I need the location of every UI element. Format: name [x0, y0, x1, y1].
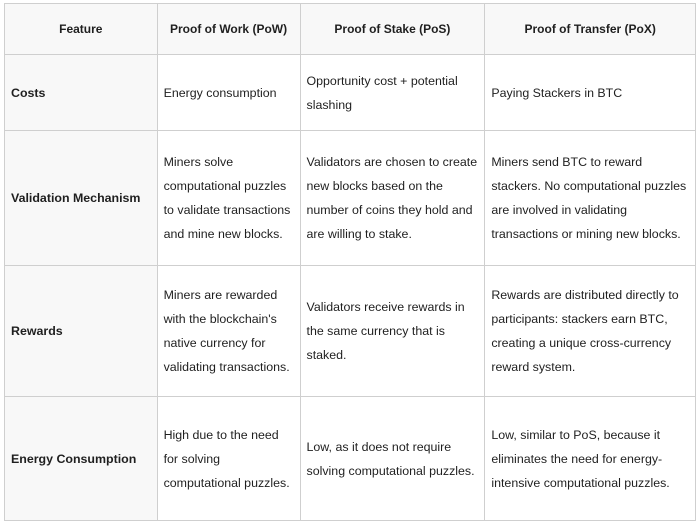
header-pox: Proof of Transfer (PoX) — [485, 4, 696, 55]
header-pow: Proof of Work (PoW) — [157, 4, 300, 55]
consensus-comparison-table — [4, 3, 696, 521]
pow-cell: Miners solve computational puzzles to validate transactions and mine new blocks. — [157, 131, 300, 266]
feature-cell: Validation Mechanism — [5, 131, 158, 266]
pox-cell: Rewards are distributed directly to participants: stackers earn BTC, creating a unique cross-currency reward system. — [485, 266, 696, 397]
feature-cell: Costs — [5, 55, 158, 131]
header-pos: Proof of Stake (PoS) — [300, 4, 485, 55]
pow-cell: Miners are rewarded with the blockchain's native currency for validating transactions. — [157, 266, 300, 397]
pos-cell: Validators receive rewards in the same currency that is staked. — [300, 266, 485, 397]
pow-cell: Energy consumption — [157, 55, 300, 131]
feature-cell: Rewards — [5, 266, 158, 397]
table-row — [5, 266, 696, 397]
pox-cell: Low, similar to PoS, because it eliminates the need for energy-intensive computational puzzles. — [485, 397, 696, 521]
pox-cell: Miners send BTC to reward stackers. No computational puzzles are involved in validating transactions or mining new blocks. — [485, 131, 696, 266]
table-header-row — [5, 4, 696, 55]
table-row — [5, 131, 696, 266]
comparison-table-container — [4, 3, 696, 521]
pow-cell: High due to the need for solving computational puzzles. — [157, 397, 300, 521]
pox-cell: Paying Stackers in BTC — [485, 55, 696, 131]
pos-cell: Opportunity cost + potential slashing — [300, 55, 485, 131]
table-row — [5, 55, 696, 131]
header-feature: Feature — [5, 4, 158, 55]
feature-cell: Energy Consumption — [5, 397, 158, 521]
pos-cell: Low, as it does not require solving computational puzzles. — [300, 397, 485, 521]
table-row — [5, 397, 696, 521]
pos-cell: Validators are chosen to create new blocks based on the number of coins they hold and are willing to stake. — [300, 131, 485, 266]
